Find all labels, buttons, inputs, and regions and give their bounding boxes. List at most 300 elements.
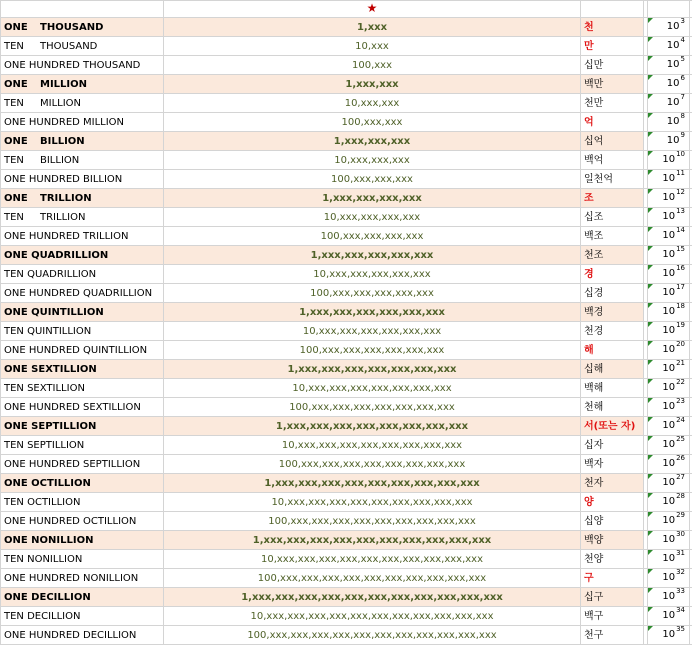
name-text: TEN DECILLION: [1, 608, 80, 625]
power-base: 10: [662, 591, 675, 602]
table-row: [1, 341, 692, 360]
korean-cell[interactable]: [581, 607, 644, 626]
name-cell[interactable]: [1, 626, 164, 645]
value-cell[interactable]: [164, 208, 581, 227]
error-indicator-icon: [648, 208, 653, 213]
korean-cell[interactable]: [581, 341, 644, 360]
power-exponent: 4: [681, 37, 685, 45]
error-indicator-icon: [648, 75, 653, 80]
name-text: ONE QUINTILLION: [1, 304, 104, 321]
power-exponent: 18: [676, 303, 685, 311]
power-cell[interactable]: [648, 75, 690, 94]
name-text: ONE HUNDRED OCTILLION: [1, 513, 136, 530]
name-prefix: TEN: [1, 152, 40, 169]
korean-text: 만: [584, 41, 594, 52]
value-cell[interactable]: [164, 531, 581, 550]
error-indicator-icon: [648, 37, 653, 42]
table-row: [1, 208, 692, 227]
error-indicator-icon: [648, 246, 653, 251]
power-cell[interactable]: [648, 113, 690, 132]
power-cell[interactable]: [648, 246, 690, 265]
power-base: 10: [662, 287, 675, 298]
name-scale: TRILLION: [40, 209, 85, 226]
name-cell[interactable]: [1, 493, 164, 512]
korean-text: 일천억: [584, 174, 613, 185]
value-text: 10,xxx,xxx,xxx,xxx,xxx,xxx,xxx: [292, 383, 451, 394]
value-text: 1,xxx,xxx,xxx,xxx,xxx: [311, 250, 434, 261]
korean-cell[interactable]: [581, 303, 644, 322]
table-row: [1, 360, 692, 379]
table-row: [1, 284, 692, 303]
korean-cell[interactable]: [581, 379, 644, 398]
error-indicator-icon: [648, 417, 653, 422]
korean-text: 십조: [584, 212, 603, 223]
power-cell[interactable]: [648, 569, 690, 588]
korean-text: 해: [584, 345, 594, 356]
value-text: 10,xxx,xxx,xxx,xxx,xxx,xxx,xxx,xxx,xxx,xxx,xxx: [251, 611, 494, 622]
power-cell[interactable]: [648, 436, 690, 455]
name-text: ONE HUNDRED NONILLION: [1, 570, 138, 587]
name-cell[interactable]: [1, 151, 164, 170]
power-base: 10: [662, 420, 675, 431]
name-cell[interactable]: [1, 18, 164, 37]
table-row: [1, 607, 692, 626]
value-cell[interactable]: [164, 493, 581, 512]
name-prefix: TEN: [1, 209, 40, 226]
name-cell[interactable]: [1, 170, 164, 189]
name-prefix: TEN: [1, 38, 40, 55]
value-cell[interactable]: [164, 113, 581, 132]
error-indicator-icon: [648, 512, 653, 517]
error-indicator-icon: [648, 569, 653, 574]
value-cell[interactable]: [164, 417, 581, 436]
name-cell[interactable]: [1, 56, 164, 75]
name-cell[interactable]: [1, 379, 164, 398]
korean-cell[interactable]: [581, 493, 644, 512]
korean-cell[interactable]: [581, 151, 644, 170]
name-cell[interactable]: [1, 531, 164, 550]
name-cell[interactable]: [1, 37, 164, 56]
error-indicator-icon: [648, 94, 653, 99]
korean-cell[interactable]: [581, 588, 644, 607]
table-row: [1, 132, 692, 151]
power-cell[interactable]: [648, 398, 690, 417]
name-cell[interactable]: [1, 208, 164, 227]
table-row: [1, 531, 692, 550]
name-cell[interactable]: [1, 284, 164, 303]
power-exponent: 13: [676, 208, 685, 216]
value-cell[interactable]: [164, 303, 581, 322]
power-cell[interactable]: [648, 208, 690, 227]
korean-cell[interactable]: [581, 322, 644, 341]
value-cell[interactable]: [164, 607, 581, 626]
table-row: [1, 398, 692, 417]
value-text: 1,xxx,xxx,xxx,xxx,xxx,xxx,xxx,xxx: [276, 421, 468, 432]
power-cell[interactable]: [648, 56, 690, 75]
power-cell[interactable]: [648, 18, 690, 37]
value-cell[interactable]: [164, 341, 581, 360]
korean-cell[interactable]: [581, 132, 644, 151]
table-row: [1, 588, 692, 607]
value-cell[interactable]: [164, 246, 581, 265]
power-base: 10: [662, 496, 675, 507]
error-indicator-icon: [648, 455, 653, 460]
korean-text: 경: [584, 269, 594, 280]
korean-text: 천자: [584, 478, 603, 489]
power-cell[interactable]: [648, 265, 690, 284]
power-exponent: 25: [676, 436, 685, 444]
power-cell[interactable]: [648, 189, 690, 208]
name-text: ONE SEXTILLION: [1, 361, 97, 378]
value-cell[interactable]: [164, 512, 581, 531]
power-cell[interactable]: [648, 493, 690, 512]
value-cell[interactable]: [164, 455, 581, 474]
value-text: 10,xxx,xxx,xxx,xxx,xxx,xxx,xxx,xxx,xxx: [271, 497, 472, 508]
power-base: 10: [662, 306, 675, 317]
power-base: 10: [662, 553, 675, 564]
korean-cell[interactable]: [581, 531, 644, 550]
table-row: [1, 322, 692, 341]
power-exponent: 9: [681, 132, 685, 140]
name-text: ONE HUNDRED SEXTILLION: [1, 399, 141, 416]
korean-cell[interactable]: [581, 626, 644, 645]
name-cell[interactable]: [1, 550, 164, 569]
value-cell[interactable]: [164, 151, 581, 170]
value-cell[interactable]: [164, 360, 581, 379]
value-cell[interactable]: [164, 37, 581, 56]
korean-cell[interactable]: [581, 94, 644, 113]
value-cell[interactable]: [164, 626, 581, 645]
value-cell[interactable]: [164, 284, 581, 303]
power-exponent: 28: [676, 493, 685, 501]
power-exponent: 17: [676, 284, 685, 292]
name-cell[interactable]: [1, 189, 164, 208]
name-cell[interactable]: [1, 455, 164, 474]
value-text: 1,xxx: [357, 22, 387, 33]
korean-text: 백자: [584, 459, 603, 470]
error-indicator-icon: [648, 588, 653, 593]
error-indicator-icon: [648, 170, 653, 175]
name-text: ONE SEPTILLION: [1, 418, 96, 435]
value-cell[interactable]: [164, 569, 581, 588]
value-cell[interactable]: [164, 550, 581, 569]
error-indicator-icon: [648, 322, 653, 327]
power-cell[interactable]: [648, 512, 690, 531]
power-base: 10: [662, 382, 675, 393]
power-cell[interactable]: [648, 322, 690, 341]
value-text: 1,xxx,xxx,xxx,xxx,xxx,xxx,xxx,xxx,xxx: [264, 478, 479, 489]
value-text: 10,xxx,xxx,xxx,xxx,xxx,xxx: [303, 326, 441, 337]
korean-cell[interactable]: [581, 56, 644, 75]
name-cell[interactable]: [1, 474, 164, 493]
korean-text: 서(또는 자): [584, 421, 635, 432]
table-row: [1, 75, 692, 94]
name-cell[interactable]: [1, 75, 164, 94]
power-exponent: 32: [676, 569, 685, 577]
name-cell[interactable]: [1, 94, 164, 113]
name-text: ONE HUNDRED THOUSAND: [1, 57, 140, 74]
power-base: 10: [667, 97, 680, 108]
value-text: 10,xxx,xxx,xxx,xxx,xxx: [313, 269, 430, 280]
power-cell[interactable]: [648, 37, 690, 56]
power-cell[interactable]: [648, 132, 690, 151]
korean-cell[interactable]: [581, 227, 644, 246]
name-text: TEN QUADRILLION: [1, 266, 96, 283]
value-cell[interactable]: [164, 18, 581, 37]
header-cell[interactable]: [648, 1, 690, 18]
star-icon: ★: [367, 1, 378, 15]
power-cell[interactable]: [648, 607, 690, 626]
korean-cell[interactable]: [581, 512, 644, 531]
korean-text: 천양: [584, 554, 603, 565]
korean-cell[interactable]: [581, 284, 644, 303]
name-prefix: ONE: [1, 76, 40, 93]
power-exponent: 12: [676, 189, 685, 197]
value-text: 10,xxx: [355, 41, 389, 52]
korean-text: 구: [584, 573, 594, 584]
table-row: [1, 417, 692, 436]
power-base: 10: [662, 344, 675, 355]
table-row: [1, 18, 692, 37]
power-cell[interactable]: [648, 531, 690, 550]
error-indicator-icon: [648, 189, 653, 194]
power-exponent: 31: [676, 550, 685, 558]
value-cell[interactable]: [164, 227, 581, 246]
table-row: [1, 550, 692, 569]
name-scale: MILLION: [40, 76, 87, 93]
korean-cell[interactable]: [581, 550, 644, 569]
power-base: 10: [662, 572, 675, 583]
name-cell[interactable]: [1, 341, 164, 360]
error-indicator-icon: [648, 284, 653, 289]
korean-cell[interactable]: [581, 37, 644, 56]
table-row: [1, 151, 692, 170]
name-cell[interactable]: [1, 417, 164, 436]
korean-text: 십자: [584, 440, 603, 451]
header-cell[interactable]: [164, 1, 581, 18]
korean-cell[interactable]: [581, 189, 644, 208]
name-cell[interactable]: [1, 322, 164, 341]
name-text: ONE HUNDRED TRILLION: [1, 228, 128, 245]
value-text: 100,xxx,xxx,xxx,xxx,xxx,xxx,xxx,xxx,xxx,xxx: [258, 573, 486, 584]
error-indicator-icon: [648, 398, 653, 403]
power-base: 10: [662, 534, 675, 545]
korean-cell[interactable]: [581, 360, 644, 379]
korean-text: 십해: [584, 364, 603, 375]
name-cell[interactable]: [1, 113, 164, 132]
power-cell[interactable]: [648, 303, 690, 322]
power-base: 10: [662, 477, 675, 488]
name-cell[interactable]: [1, 607, 164, 626]
power-exponent: 5: [681, 56, 685, 64]
power-cell[interactable]: [648, 626, 690, 645]
power-base: 10: [662, 230, 675, 241]
table-row: [1, 265, 692, 284]
korean-text: 천만: [584, 98, 603, 109]
korean-cell[interactable]: [581, 436, 644, 455]
power-exponent: 23: [676, 398, 685, 406]
table-row: [1, 227, 692, 246]
value-cell[interactable]: [164, 436, 581, 455]
table-row: [1, 379, 692, 398]
value-cell[interactable]: [164, 189, 581, 208]
korean-cell[interactable]: [581, 208, 644, 227]
korean-cell[interactable]: [581, 113, 644, 132]
power-exponent: 30: [676, 531, 685, 539]
power-cell[interactable]: [648, 455, 690, 474]
power-exponent: 24: [676, 417, 685, 425]
name-cell[interactable]: [1, 569, 164, 588]
value-text: 10,xxx,xxx: [345, 98, 400, 109]
korean-text: 십억: [584, 136, 603, 147]
power-exponent: 35: [676, 626, 685, 634]
table-row: [1, 512, 692, 531]
name-cell[interactable]: [1, 436, 164, 455]
name-prefix: ONE: [1, 133, 40, 150]
name-text: TEN QUINTILLION: [1, 323, 91, 340]
power-base: 10: [662, 610, 675, 621]
name-cell[interactable]: [1, 227, 164, 246]
value-cell[interactable]: [164, 56, 581, 75]
power-cell[interactable]: [648, 284, 690, 303]
korean-text: 천해: [584, 402, 603, 413]
value-text: 100,xxx,xxx,xxx,xxx,xxx,xxx,xxx,xxx,xxx: [268, 516, 475, 527]
error-indicator-icon: [648, 550, 653, 555]
error-indicator-icon: [648, 265, 653, 270]
power-cell[interactable]: [648, 474, 690, 493]
value-cell[interactable]: [164, 170, 581, 189]
value-cell[interactable]: [164, 94, 581, 113]
korean-cell[interactable]: [581, 474, 644, 493]
korean-cell[interactable]: [581, 18, 644, 37]
value-text: 1,xxx,xxx,xxx,xxx,xxx,xxx,xxx,xxx,xxx,xxx,xxx: [241, 592, 503, 603]
name-cell[interactable]: [1, 512, 164, 531]
power-cell[interactable]: [648, 151, 690, 170]
name-cell[interactable]: [1, 360, 164, 379]
name-cell[interactable]: [1, 588, 164, 607]
korean-cell[interactable]: [581, 417, 644, 436]
power-cell[interactable]: [648, 94, 690, 113]
power-cell[interactable]: [648, 227, 690, 246]
value-text: 10,xxx,xxx,xxx,xxx: [324, 212, 420, 223]
korean-cell[interactable]: [581, 246, 644, 265]
korean-text: 양: [584, 497, 594, 508]
value-text: 10,xxx,xxx,xxx,xxx,xxx,xxx,xxx,xxx,xxx,xxx: [261, 554, 483, 565]
name-text: ONE NONILLION: [1, 532, 93, 549]
korean-text: 천구: [584, 630, 603, 641]
power-exponent: 26: [676, 455, 685, 463]
power-cell[interactable]: [648, 379, 690, 398]
power-exponent: 19: [676, 322, 685, 330]
korean-cell[interactable]: [581, 455, 644, 474]
error-indicator-icon: [648, 341, 653, 346]
power-cell[interactable]: [648, 588, 690, 607]
error-indicator-icon: [648, 132, 653, 137]
power-cell[interactable]: [648, 341, 690, 360]
value-text: 1,xxx,xxx: [345, 79, 398, 90]
value-cell[interactable]: [164, 474, 581, 493]
value-text: 1,xxx,xxx,xxx: [334, 136, 410, 147]
korean-text: 백억: [584, 155, 603, 166]
error-indicator-icon: [648, 493, 653, 498]
name-text: ONE HUNDRED QUINTILLION: [1, 342, 147, 359]
korean-text: 십구: [584, 592, 603, 603]
power-exponent: 27: [676, 474, 685, 482]
error-indicator-icon: [648, 227, 653, 232]
error-indicator-icon: [648, 113, 653, 118]
name-cell[interactable]: [1, 246, 164, 265]
power-exponent: 34: [676, 607, 685, 615]
korean-text: 백경: [584, 307, 603, 318]
name-text: TEN SEXTILLION: [1, 380, 85, 397]
name-cell[interactable]: [1, 132, 164, 151]
name-cell[interactable]: [1, 265, 164, 284]
value-text: 100,xxx,xxx,xxx,xxx,xxx,xxx,xxx: [289, 402, 455, 413]
power-cell[interactable]: [648, 360, 690, 379]
power-base: 10: [667, 116, 680, 127]
value-cell[interactable]: [164, 322, 581, 341]
table-row: [1, 246, 692, 265]
power-cell[interactable]: [648, 417, 690, 436]
korean-text: 백만: [584, 79, 603, 90]
value-cell[interactable]: [164, 75, 581, 94]
header-cell[interactable]: [1, 1, 164, 18]
table-row: [1, 170, 692, 189]
table-row: [1, 436, 692, 455]
value-cell[interactable]: [164, 588, 581, 607]
table-row: [1, 113, 692, 132]
value-text: 100,xxx: [352, 60, 392, 71]
power-base: 10: [667, 40, 680, 51]
error-indicator-icon: [648, 56, 653, 61]
power-exponent: 21: [676, 360, 685, 368]
header-cell[interactable]: [581, 1, 644, 18]
value-text: 1,xxx,xxx,xxx,xxx,xxx,xxx: [299, 307, 445, 318]
value-cell[interactable]: [164, 379, 581, 398]
korean-cell[interactable]: [581, 265, 644, 284]
power-exponent: 15: [676, 246, 685, 254]
value-cell[interactable]: [164, 265, 581, 284]
name-text: TEN OCTILLION: [1, 494, 80, 511]
name-text: ONE HUNDRED SEPTILLION: [1, 456, 140, 473]
error-indicator-icon: [648, 474, 653, 479]
power-base: 10: [667, 21, 680, 32]
power-cell[interactable]: [648, 550, 690, 569]
power-base: 10: [667, 135, 680, 146]
korean-cell[interactable]: [581, 398, 644, 417]
value-cell[interactable]: [164, 132, 581, 151]
value-cell[interactable]: [164, 398, 581, 417]
name-scale: THOUSAND: [40, 38, 97, 55]
name-cell[interactable]: [1, 303, 164, 322]
power-base: 10: [662, 439, 675, 450]
korean-cell[interactable]: [581, 75, 644, 94]
power-cell[interactable]: [648, 170, 690, 189]
korean-text: 천: [584, 22, 594, 33]
korean-text: 천경: [584, 326, 603, 337]
name-cell[interactable]: [1, 398, 164, 417]
table-row: [1, 189, 692, 208]
name-prefix: ONE: [1, 190, 40, 207]
table-row: [1, 493, 692, 512]
value-text: 100,xxx,xxx: [342, 117, 403, 128]
name-scale: THOUSAND: [40, 19, 103, 36]
korean-cell[interactable]: [581, 569, 644, 588]
name-scale: TRILLION: [40, 190, 92, 207]
korean-cell[interactable]: [581, 170, 644, 189]
table-body: [1, 1, 692, 645]
korean-text: 천조: [584, 250, 603, 261]
